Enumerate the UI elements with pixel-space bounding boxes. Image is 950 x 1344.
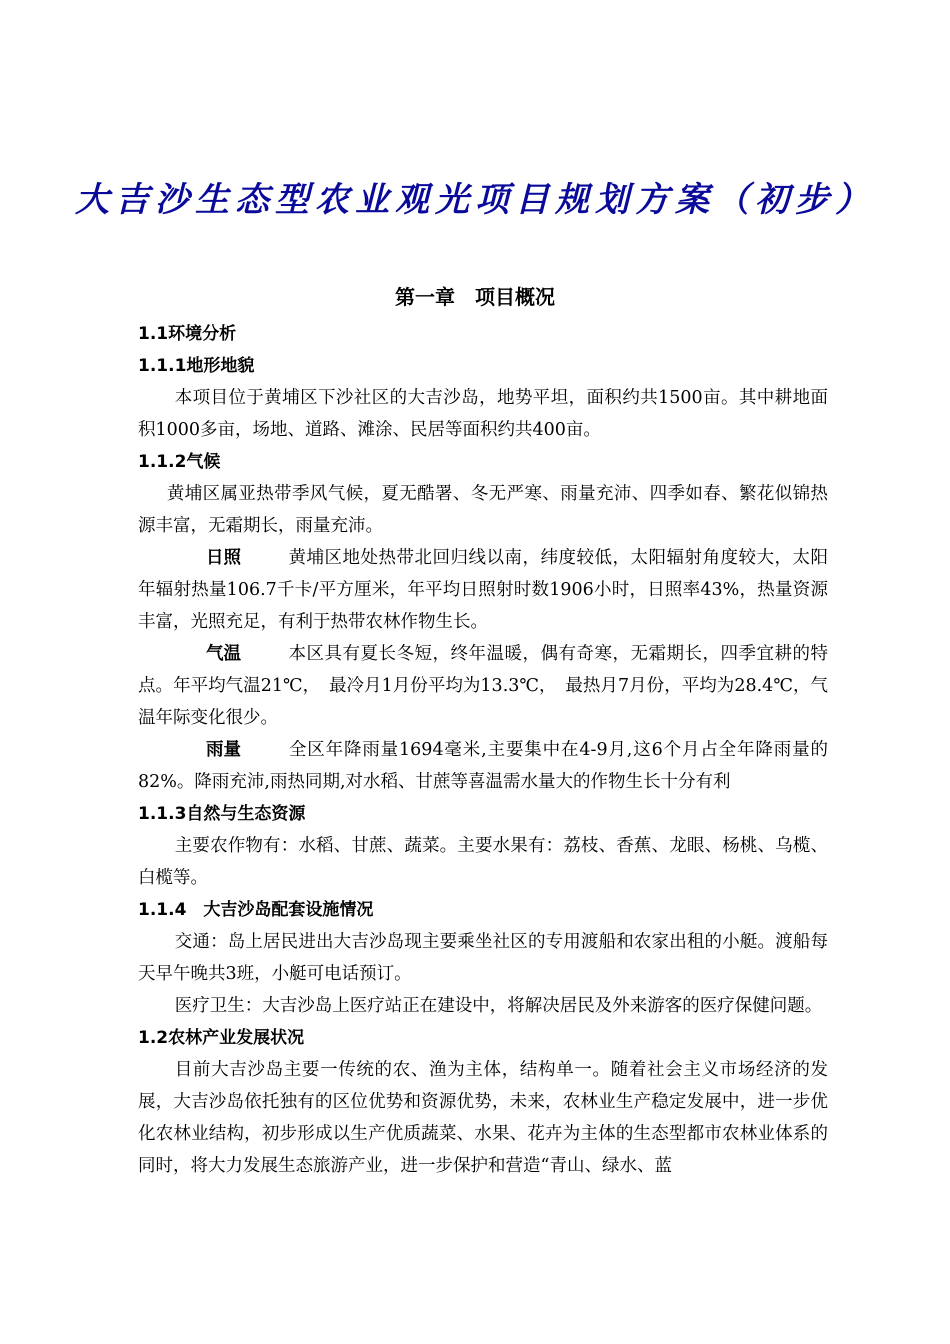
section-heading-1-1: 1.1环境分析 xyxy=(138,324,237,344)
text-temperature: 本区具有夏长冬短，终年温暖，偶有奇寒，无霜期长，四季宜耕的特点。年平均气温21℃， 最冷月1月份平均为13.3℃， 最热月7月份，平均为28.4℃，气温年际变化很少。 xyxy=(138,644,828,728)
document-title: 大吉沙生态型农业观光项目规划方案（初步） xyxy=(75,180,875,220)
section-heading-1-1-3: 1.1.3自然与生态资源 xyxy=(138,804,306,824)
term-sunshine: 日照 xyxy=(206,548,241,568)
paragraph-medical: 医疗卫生：大吉沙岛上医疗站正在建设中，将解决居民及外来游客的医疗保健问题。 xyxy=(174,996,823,1016)
section-heading-1-1-2: 1.1.2气候 xyxy=(138,452,221,472)
paragraph-climate: 黄埔区属亚热带季风气候，夏无酷署、冬无严寒、雨量充沛、四季如春、繁花似锦热源丰富，无霜期长，雨量充沛。 xyxy=(138,484,828,536)
chapter-heading: 第一章 项目概况 xyxy=(395,285,555,309)
paragraph-terrain: 本项目位于黄埔区下沙社区的大吉沙岛，地势平坦，面积约共1500亩。其中耕地面积1000多亩，场地、道路、滩涂、民居等面积约共400亩。 xyxy=(138,388,828,440)
section-heading-1-1-4: 1.1.4 大吉沙岛配套设施情况 xyxy=(138,900,374,920)
paragraph-temperature xyxy=(138,638,828,734)
term-temperature: 气温 xyxy=(206,644,241,664)
paragraph-resources: 主要农作物有：水稻、甘蔗、蔬菜。主要水果有：荔枝、香蕉、龙眼、杨桃、乌榄、白榄等。 xyxy=(138,836,828,888)
paragraph-industry: 目前大吉沙岛主要一传统的农、渔为主体，结构单一。随着社会主义市场经济的发展，大吉沙岛依托独有的区位优势和资源优势，未来，农林业生产稳定发展中，进一步优化农林业结构，初步形成以生产优质蔬菜、水果、花卉为主体的生态型都市农林业体系的同时，将大力发展生态旅游产业，进一步保护和营造“青山、绿水、蓝 xyxy=(138,1060,828,1176)
paragraph-traffic: 交通：岛上居民进出大吉沙岛现主要乘坐社区的专用渡船和农家出租的小艇。渡船每天早午晚共3班，小艇可电话预订。 xyxy=(138,932,828,984)
text-sunshine: 黄埔区地处热带北回归线以南，纬度较低，太阳辐射角度较大，太阳年辐射热量106.7千卡/平方厘米，年平均日照射时数1906小时，日照率43%，热量资源丰富，光照充足，有利于热带农林作物生长。 xyxy=(138,548,828,632)
section-heading-1-1-1: 1.1.1地形地貌 xyxy=(138,356,255,376)
paragraph-sunshine xyxy=(138,542,828,638)
term-rainfall: 雨量 xyxy=(206,740,241,760)
text-rainfall: 全区年降雨量1694毫米,主要集中在4-9月,这6个月占全年降雨量的82%。降雨充沛,雨热同期,对水稻、甘蔗等喜温需水量大的作物生长十分有利 xyxy=(138,740,828,792)
document-body xyxy=(138,318,828,1182)
section-heading-1-2: 1.2农林产业发展状况 xyxy=(138,1028,305,1048)
paragraph-rainfall xyxy=(138,734,828,798)
